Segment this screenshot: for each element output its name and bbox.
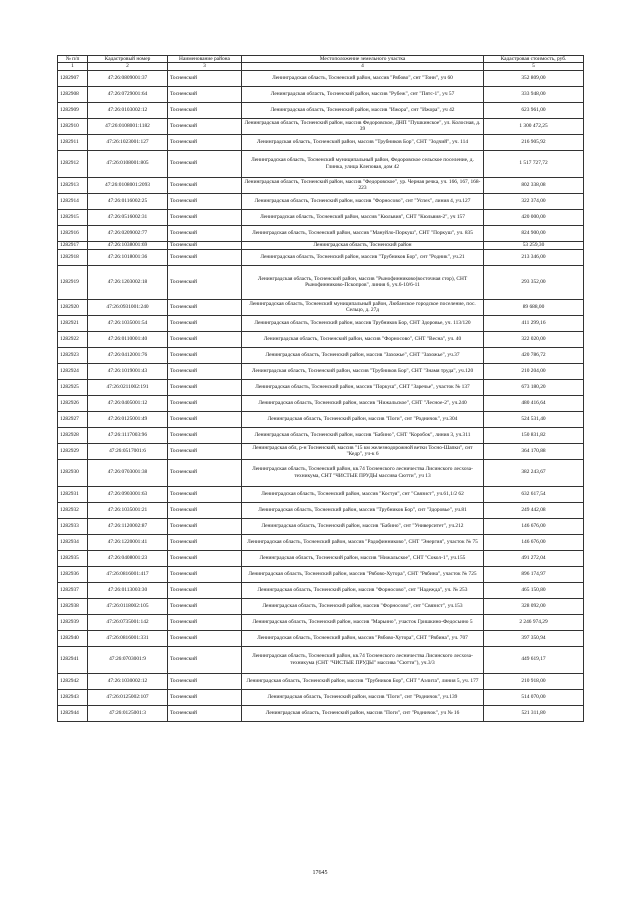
table-body	[58, 70, 584, 721]
cadastral-number-cell: 47:26:0735001:142	[88, 614, 168, 630]
table-row	[58, 193, 584, 209]
cadastral-value-cell: 364 170,88	[484, 443, 584, 459]
table-row	[58, 225, 584, 241]
district-cell: Тосненский	[168, 86, 242, 102]
cadastral-number-cell: 47:26:1117003:96	[88, 427, 168, 443]
cadastral-number-cell: 47:26:0816001:331	[88, 630, 168, 646]
table-row	[58, 502, 584, 518]
cadastral-value-cell: 213 346,00	[484, 249, 584, 265]
row-number-cell: 1282916	[58, 225, 88, 241]
column-number-row	[58, 63, 584, 70]
cadastral-number-cell: 47:26:0125001:3	[88, 705, 168, 721]
row-number-cell: 1282940	[58, 630, 88, 646]
district-cell: Тосненский	[168, 443, 242, 459]
cadastral-number-cell: 47:26:0412001:76	[88, 347, 168, 363]
cadastral-number-cell: 47:26:1203002:18	[88, 265, 168, 299]
row-number-cell: 1282931	[58, 486, 88, 502]
cadastral-value-cell: 89 688,00	[484, 299, 584, 315]
cadastral-number-cell: 47:26:1019001:43	[88, 363, 168, 379]
location-cell: Ленинградская область, Тосненский район, массив "Поги", снт "Родничок", уч.139	[242, 689, 484, 705]
row-number-cell: 1282915	[58, 209, 88, 225]
district-cell: Тосненский	[168, 689, 242, 705]
table-row	[58, 582, 584, 598]
cadastral-number-cell: 47:26:0125001:49	[88, 411, 168, 427]
table-row	[58, 705, 584, 721]
header-cadastral-value: Кадастровая стоимость, руб.	[484, 56, 584, 63]
cadastral-number-cell: 47:26:0108001:1182	[88, 118, 168, 134]
cadastral-number-cell: 47:26:1023001:127	[88, 134, 168, 150]
cadastral-value-cell: 480 416,64	[484, 395, 584, 411]
cadastral-value-cell: 249 442,08	[484, 502, 584, 518]
page-number: 17645	[312, 870, 328, 876]
row-number-cell: 1282933	[58, 518, 88, 534]
cadastral-value-cell: 150 831,82	[484, 427, 584, 443]
row-number-cell: 1282911	[58, 134, 88, 150]
cadastral-value-cell: 210 204,00	[484, 363, 584, 379]
table-row	[58, 486, 584, 502]
location-cell: Ленинградская область, Тосненский район, массив "Трубников Бор", снт "Родник", уч.21	[242, 249, 484, 265]
cadastral-value-cell: 216 905,92	[484, 134, 584, 150]
district-cell: Тосненский	[168, 486, 242, 502]
cadastral-number-cell: 47:26:0116002:25	[88, 193, 168, 209]
table-row	[58, 459, 584, 486]
location-cell: Ленинградская область, Тосненский район, кв.74 Тосненского лесничества Лисинского лесхоза-техникума, СНТ "ЧИСТЫЕ ПРУДЫ массива Сютти", уч 13	[242, 459, 484, 486]
cadastral-value-cell: 146 676,00	[484, 534, 584, 550]
location-cell: Ленинградская область, Тосненский район, массив "Марьино", участок Гришкино-Федосьино 5	[242, 614, 484, 630]
cadastral-value-cell: 896 174,97	[484, 566, 584, 582]
cadastral-number-cell: 47:26:1038001:69	[88, 241, 168, 249]
location-cell: Ленинградская область, Тосненский район, массив "Трубников Бор", СНТ "Знамя труда", уч.120	[242, 363, 484, 379]
cadastral-value-cell: 449 619,17	[484, 646, 584, 673]
table-row	[58, 249, 584, 265]
row-number-cell: 1282929	[58, 443, 88, 459]
cadastral-value-cell: 352 809,00	[484, 70, 584, 86]
location-cell: Ленинградская область, Тосненский район, массив "Форносово", СНТ "Весна", уч. 40	[242, 331, 484, 347]
row-number-cell: 1282913	[58, 177, 88, 193]
row-number-cell: 1282920	[58, 299, 88, 315]
district-cell: Тосненский	[168, 70, 242, 86]
cadastral-number-cell: 47:26:0816001:417	[88, 566, 168, 582]
column-number: 3	[168, 63, 242, 70]
location-cell: Ленинградская область, Тосненский район, массив "Бабино", СНТ "Коробок", линия 3, уч.311	[242, 427, 484, 443]
location-cell: Ленинградская область, Тосненский район, массив "Федоровское", ур. Черная речка, уч. 166, 167, 168-223	[242, 177, 484, 193]
location-cell: Ленинградская область, Тосненский район, массив "Поги", снт "Родничок", уч № 16	[242, 705, 484, 721]
row-number-cell: 1282934	[58, 534, 88, 550]
table-row	[58, 395, 584, 411]
table-row	[58, 347, 584, 363]
table-row	[58, 443, 584, 459]
row-number-cell: 1282921	[58, 315, 88, 331]
row-number-cell: 1282919	[58, 265, 88, 299]
district-cell: Тосненский	[168, 534, 242, 550]
row-number-cell: 1282941	[58, 646, 88, 673]
cadastral-number-cell: 47:26:0108001:805	[88, 150, 168, 177]
district-cell: Тосненский	[168, 379, 242, 395]
table-row	[58, 315, 584, 331]
table-row	[58, 379, 584, 395]
cadastral-number-cell: 47:26:0103002:12	[88, 102, 168, 118]
location-cell: Ленинградская область, Тосненский район, массив "Нижальское", СНТ "Сокол-1", уч.155	[242, 550, 484, 566]
district-cell: Тосненский	[168, 347, 242, 363]
cadastral-value-cell: 322 374,00	[484, 193, 584, 209]
location-cell: Ленинградская область, Тосненский район, массив "Форносово", снт "Надежда", уч. № 253	[242, 582, 484, 598]
location-cell: Ленинградская область, Тосненский район, массив "Кюльвия", СНТ "Кюльвия-2", уч 157	[242, 209, 484, 225]
district-cell: Тосненский	[168, 331, 242, 347]
location-cell: Ленинградская область, Тосненский район, массив "Рябово", снт "Тонн", уч 60	[242, 70, 484, 86]
cadastral-number-cell: 47:26:0703001:38	[88, 459, 168, 486]
row-number-cell: 1282942	[58, 673, 88, 689]
cadastral-value-cell: 333 948,00	[484, 86, 584, 102]
row-number-cell: 1282930	[58, 459, 88, 486]
row-number-cell: 1282935	[58, 550, 88, 566]
table-row	[58, 177, 584, 193]
district-cell: Тосненский	[168, 502, 242, 518]
cadastral-number-cell: 47:26:0931001:240	[88, 299, 168, 315]
row-number-cell: 1282928	[58, 427, 88, 443]
row-number-cell: 1282917	[58, 241, 88, 249]
location-cell: Ленинградская область, Тосненский район, массив "Нижальское", СНТ "Лесное-2", уч.240	[242, 395, 484, 411]
table-row	[58, 86, 584, 102]
row-number-cell: 1282908	[58, 86, 88, 102]
row-number-cell: 1282918	[58, 249, 88, 265]
district-cell: Тосненский	[168, 102, 242, 118]
cadastral-number-cell: 47:26:0809001:37	[88, 70, 168, 86]
cadastral-number-cell: 47:26:1120002:87	[88, 518, 168, 534]
cadastral-value-cell: 632 617,54	[484, 486, 584, 502]
cadastral-number-cell: 47:26:0211002:191	[88, 379, 168, 395]
header-location: Местоположение земельного участка	[242, 56, 484, 63]
cadastral-value-cell: 524 531,40	[484, 411, 584, 427]
header-cadastral-number: Кадастровый номер	[88, 56, 168, 63]
cadastral-value-cell: 397 350,94	[484, 630, 584, 646]
cadastral-value-cell: 328 092,00	[484, 598, 584, 614]
district-cell: Тосненский	[168, 177, 242, 193]
row-number-cell: 1282910	[58, 118, 88, 134]
cadastral-value-cell: 146 676,00	[484, 518, 584, 534]
header-district-name: Наименование района	[168, 56, 242, 63]
table-header-row	[58, 56, 584, 63]
district-cell: Тосненский	[168, 550, 242, 566]
cadastral-value-cell: 673 180,20	[484, 379, 584, 395]
district-cell: Тосненский	[168, 225, 242, 241]
column-number: 2	[88, 63, 168, 70]
district-cell: Тосненский	[168, 566, 242, 582]
district-cell: Тосненский	[168, 518, 242, 534]
location-cell: Ленинградская область, Тосненский район, массив "Ижора", снт "Ижора", уч 42	[242, 102, 484, 118]
cadastral-number-cell: 47:26:0209002:77	[88, 225, 168, 241]
cadastral-value-cell: 1 300 472,25	[484, 118, 584, 134]
table-row	[58, 673, 584, 689]
cadastral-number-cell: 47:26:1035001:54	[88, 315, 168, 331]
cadastral-value-cell: 322 020,00	[484, 331, 584, 347]
column-number: 5	[484, 63, 584, 70]
cadastral-value-cell: 411 299,16	[484, 315, 584, 331]
row-number-cell: 1282944	[58, 705, 88, 721]
district-cell: Тосненский	[168, 705, 242, 721]
cadastral-number-cell: 47:26:0118002:105	[88, 598, 168, 614]
district-cell: Тосненский	[168, 315, 242, 331]
location-cell: Ленинградская область, Тосненский район, массив "Форносово", снт "Успех", линия 4, уч.127	[242, 193, 484, 209]
row-number-cell: 1282914	[58, 193, 88, 209]
district-cell: Тосненский	[168, 265, 242, 299]
district-cell: Тосненский	[168, 299, 242, 315]
table-row	[58, 427, 584, 443]
location-cell: Ленинградская область, Тосненский район, массив "Трубников Бор", СНТ "Зодчий", уч. 114	[242, 134, 484, 150]
location-cell: Ленинградская область, Тосненский район, массив "Поги", снт "Родничок", уч.304	[242, 411, 484, 427]
table-row	[58, 150, 584, 177]
cadastral-value-cell: 293 352,00	[484, 265, 584, 299]
row-number-cell: 1282923	[58, 347, 88, 363]
cadastral-value-cell: 623 961,00	[484, 102, 584, 118]
table-row	[58, 550, 584, 566]
district-cell: Тосненский	[168, 427, 242, 443]
cadastral-number-cell: 47:26:0408001:23	[88, 550, 168, 566]
cadastral-number-cell: 47:26:1018001:36	[88, 249, 168, 265]
cadastral-value-cell: 382 243,67	[484, 459, 584, 486]
district-cell: Тосненский	[168, 673, 242, 689]
table-row	[58, 70, 584, 86]
table-row	[58, 566, 584, 582]
cadastral-value-cell: 53 259,30	[484, 241, 584, 249]
table-row	[58, 614, 584, 630]
cadastral-number-cell: 47:26:0113003:30	[88, 582, 168, 598]
cadastral-number-cell: 47:26:0729001:64	[88, 86, 168, 102]
cadastral-value-cell: 514 070,00	[484, 689, 584, 705]
location-cell: Ленинградская область, Тосненский муниципальный район, Федоровское сельское поселение, д. Глинка, улица Клеповая, дом 42	[242, 150, 484, 177]
location-cell: Ленинградская область, Тосненский район, массив Трубников Бор, СНТ Здоровье, уч. 113/120	[242, 315, 484, 331]
cadastral-number-cell: 47:26:0125002:107	[88, 689, 168, 705]
district-cell: Тосненский	[168, 249, 242, 265]
location-cell: Ленинградская область, Тосненский район, массив "Рубеж", снт "Пятс-1", уч 57	[242, 86, 484, 102]
district-cell: Тосненский	[168, 646, 242, 673]
table-row	[58, 363, 584, 379]
cadastral-value-cell: 521 311,80	[484, 705, 584, 721]
district-cell: Тосненский	[168, 241, 242, 249]
row-number-cell: 1282925	[58, 379, 88, 395]
location-cell: Ленинградская область, Тосненский район, кв.74 Тосненского лесничества Лисинского лесхоза-техникума (СНТ "ЧИСТЫЕ ПРУДЫ" массива "Сютти"), уч.3/3	[242, 646, 484, 673]
column-number: 4	[242, 63, 484, 70]
location-cell: Ленинградская область, Тосненский муниципальный район, Любанское городское поселение, пос. Сельцо, д. 27д	[242, 299, 484, 315]
row-number-cell: 1282932	[58, 502, 88, 518]
cadastral-value-cell: 210 918,00	[484, 673, 584, 689]
cadastral-number-cell: 47:26:0516002:31	[88, 209, 168, 225]
location-cell: Ленинградская область, Тосненский район	[242, 241, 484, 249]
cadastral-number-cell: 47:26:0108001:2093	[88, 177, 168, 193]
cadastral-value-cell: 802 338,08	[484, 177, 584, 193]
row-number-cell: 1282927	[58, 411, 88, 427]
table-row	[58, 646, 584, 673]
column-number: 1	[58, 63, 88, 70]
table-row	[58, 134, 584, 150]
location-cell: Ленинградская область, Тосненский район, массив "Поркуш", СНТ "Заречье", участок № 137	[242, 379, 484, 395]
location-cell: Ленинградская область, Тосненский район, массив "Трубников Бор", снт "Здоровье", уч.81	[242, 502, 484, 518]
cadastral-value-cell: 420 000,00	[484, 209, 584, 225]
district-cell: Тосненский	[168, 598, 242, 614]
district-cell: Тосненский	[168, 118, 242, 134]
cadastral-value-cell: 491 272,04	[484, 550, 584, 566]
table-row	[58, 518, 584, 534]
row-number-cell: 1282937	[58, 582, 88, 598]
cadastral-number-cell: 47:26:0110001:40	[88, 331, 168, 347]
location-cell: Ленинградская область, Тосненский район, массив "Трубников Бор", СНТ "Аэлита", линия 5, уч. 177	[242, 673, 484, 689]
table-row	[58, 102, 584, 118]
row-number-cell: 1282943	[58, 689, 88, 705]
cadastral-number-cell: 47:26:1220001:41	[88, 534, 168, 550]
table-row	[58, 534, 584, 550]
district-cell: Тосненский	[168, 459, 242, 486]
district-cell: Тосненский	[168, 411, 242, 427]
table-row	[58, 241, 584, 249]
cadastral-number-cell: 47:26:1030002:12	[88, 673, 168, 689]
cadastral-number-cell: 47:26:1035001:21	[88, 502, 168, 518]
district-cell: Тосненский	[168, 150, 242, 177]
location-cell: Ленинградская область, Тосненский район, массив "Форносово", снт "Связист", уч.153	[242, 598, 484, 614]
district-cell: Тосненский	[168, 134, 242, 150]
row-number-cell: 1282909	[58, 102, 88, 118]
district-cell: Тосненский	[168, 209, 242, 225]
district-cell: Тосненский	[168, 363, 242, 379]
table-row	[58, 331, 584, 347]
location-cell: Ленинградская область, Тосненский район, массив Федоровское, ДНП "Пушкинское", ул. Колосная, д. 39	[242, 118, 484, 134]
district-cell: Тосненский	[168, 395, 242, 411]
row-number-cell: 1282907	[58, 70, 88, 86]
district-cell: Тосненский	[168, 630, 242, 646]
location-cell: Ленинградская область, Тосненский район, массив "Захожье", СНТ "Захожье", уч.37	[242, 347, 484, 363]
row-number-cell: 1282924	[58, 363, 88, 379]
location-cell: Ленинградская область, Тосненский район, массив "Радофинниково", СНТ "Энергия", участок № 75	[242, 534, 484, 550]
location-cell: Ленинградская область, Тосненский район, массив "Костуя", снт "Связист", уч.61,1/2 62	[242, 486, 484, 502]
table-row	[58, 265, 584, 299]
location-cell: Ленинградская область, Тосненский район, массив "Рябово-Хутора", СНТ "Рябина", уч. 707	[242, 630, 484, 646]
location-cell: Ленинградская область, Тосненский район, массив "Мануйло-Поркуш", СНТ "Поркуш", уч. 835	[242, 225, 484, 241]
table-row	[58, 209, 584, 225]
district-cell: Тосненский	[168, 614, 242, 630]
cadastral-value-cell: 2 246 974,29	[484, 614, 584, 630]
row-number-cell: 1282936	[58, 566, 88, 582]
cadastral-value-cell: 420 786,72	[484, 347, 584, 363]
table-row	[58, 299, 584, 315]
location-cell: Ленинградская область, Тосненский район, массив "Рынофинниково(восточная стор), СНТ Рынофинниково-Пскопров", линия 6, уч.6-10/6-11	[242, 265, 484, 299]
table-row	[58, 598, 584, 614]
location-cell: Ленинградская обл, р-н Тосненский, массив "15 км железнодорожной ветки Тосно-Шапки", снт "Кедр", уч-к 6	[242, 443, 484, 459]
table-row	[58, 630, 584, 646]
cadastral-value-cell: 465 150,80	[484, 582, 584, 598]
table-row	[58, 411, 584, 427]
header-row-number: № п/п	[58, 56, 88, 63]
cadastral-number-cell: 47:26:0405001:12	[88, 395, 168, 411]
location-cell: Ленинградская область, Тосненский район, массив "Бабино", снт "Университет", уч.212	[242, 518, 484, 534]
district-cell: Тосненский	[168, 193, 242, 209]
table-row	[58, 118, 584, 134]
cadastral-value-cell: 1 517 727,72	[484, 150, 584, 177]
cadastral-value-cell: 824 900,00	[484, 225, 584, 241]
location-cell: Ленинградская область, Тосненский район, массив "Рябово-Хутора", СНТ "Рябина", участок № 725	[242, 566, 484, 582]
row-number-cell: 1282938	[58, 598, 88, 614]
table-row	[58, 689, 584, 705]
cadastral-number-cell: 47:26:0517001:6	[88, 443, 168, 459]
row-number-cell: 1282939	[58, 614, 88, 630]
row-number-cell: 1282926	[58, 395, 88, 411]
cadastral-number-cell: 47:26:0703001:9	[88, 646, 168, 673]
row-number-cell: 1282912	[58, 150, 88, 177]
district-cell: Тосненский	[168, 582, 242, 598]
cadastral-value-table	[57, 55, 584, 722]
cadastral-number-cell: 47:26:0903001:63	[88, 486, 168, 502]
row-number-cell: 1282922	[58, 331, 88, 347]
